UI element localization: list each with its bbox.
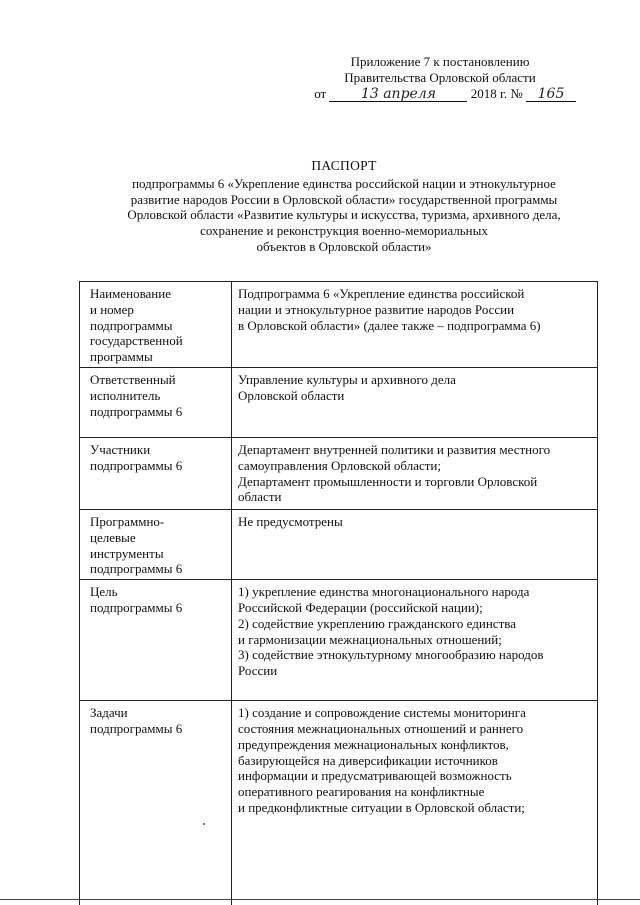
row-label-cell <box>80 701 232 905</box>
row-label-cell <box>80 282 232 368</box>
value-line: области <box>238 489 282 505</box>
row-value-cell <box>232 580 598 701</box>
title-line: Орловской области «Развитие культуры и искусства, туризма, архивного дела, <box>127 207 561 223</box>
appendix-date-line <box>290 86 590 102</box>
value-line: базирующейся на диверсификации источников <box>238 752 498 768</box>
row-value-cell <box>232 368 598 438</box>
passport-title-block <box>96 158 592 255</box>
handwritten-date: 13 апреля <box>360 86 436 102</box>
label-line: Наименование <box>90 286 171 301</box>
row-value-cell <box>232 438 598 510</box>
title-line: объектов в Орловской области» <box>256 238 432 254</box>
value-line: нации и этнокультурное развитие народов России <box>238 301 515 317</box>
value-line: 2) содействие укреплению гражданского единства <box>238 615 516 631</box>
table-row <box>80 510 598 580</box>
title-line: подпрограммы 6 «Укрепление единства российской нации и этнокультурное <box>132 175 556 191</box>
appendix-block <box>290 54 590 102</box>
label-line: Задачи <box>90 705 128 721</box>
handwritten-number: 165 <box>537 86 565 102</box>
value-line: Орловской области <box>238 387 345 403</box>
year-text: 2018 г. № <box>470 86 523 101</box>
passport-table <box>79 281 598 905</box>
label-line: целевые <box>90 529 136 545</box>
value-line: оперативного реагирования на конфликтные <box>238 784 485 800</box>
label-line: подпрограммы 6 <box>90 457 183 473</box>
value-line: России <box>238 663 278 679</box>
label-line: государственной <box>90 333 183 349</box>
value-line: Департамент промышленности и торговли Орловской <box>238 473 538 489</box>
value-line: самоуправления Орловской области; <box>238 457 441 473</box>
value-line: Подпрограмма 6 «Укрепление единства российской <box>238 286 525 301</box>
value-line: Российской Федерации (российской нации); <box>238 599 483 615</box>
number-field <box>526 87 576 102</box>
value-line: 1) создание и сопровождение системы мониторинга <box>238 705 526 721</box>
label-line: Программно- <box>90 514 165 529</box>
date-field <box>329 87 467 102</box>
page-bottom-edge <box>0 899 640 900</box>
value-line: Департамент внутренней политики и развития местного <box>238 442 551 457</box>
row-value-cell <box>232 701 598 905</box>
value-line: и гармонизации межнациональных отношений; <box>238 631 502 647</box>
label-line: подпрограммы 6 <box>90 720 183 736</box>
label-line: инструменты <box>90 545 164 561</box>
label-line: Цель <box>90 584 118 600</box>
label-line: Ответственный <box>90 372 176 387</box>
label-line: и номер <box>90 301 134 317</box>
row-label-cell <box>80 368 232 438</box>
table-row <box>80 580 598 701</box>
passport-heading: ПАСПОРТ <box>311 158 377 173</box>
table-row <box>80 701 598 905</box>
label-line: подпрограммы <box>90 317 173 333</box>
date-prefix: от <box>314 86 327 101</box>
table-row <box>80 368 598 438</box>
row-label-cell <box>80 510 232 580</box>
table-row <box>80 438 598 510</box>
label-line: подпрограммы 6 <box>90 403 183 419</box>
scan-speck <box>203 823 205 825</box>
appendix-line-1: Приложение 7 к постановлению <box>350 54 530 69</box>
row-value-cell <box>232 510 598 580</box>
label-line: исполнитель <box>90 387 161 403</box>
label-line: подпрограммы 6 <box>90 599 183 615</box>
label-line: Участники <box>90 442 151 457</box>
table-row <box>80 282 598 368</box>
value-line: 3) содействие этнокультурному многообразию народов <box>238 647 544 663</box>
appendix-line-2: Правительства Орловской области <box>344 70 536 85</box>
title-line: сохранение и реконструкция военно-мемориальных <box>200 223 488 239</box>
value-line: предупреждения межнациональных конфликтов, <box>238 736 509 752</box>
title-line: развитие народов России в Орловской области» государственной программы <box>130 191 558 207</box>
value-line: и предконфликтные ситуации в Орловской области; <box>238 799 525 815</box>
value-line: в Орловской области» (далее также – подпрограмма 6) <box>238 317 541 333</box>
value-line: Не предусмотрены <box>238 514 343 529</box>
value-line: информации и предусматривающей возможность <box>238 768 512 784</box>
value-line: Управление культуры и архивного дела <box>238 372 456 387</box>
row-value-cell <box>232 282 598 368</box>
row-label-cell <box>80 580 232 701</box>
label-line: программы <box>90 349 153 365</box>
label-line: подпрограммы 6 <box>90 561 183 577</box>
value-line: состояния межнациональных отношений и раннего <box>238 720 524 736</box>
value-line: 1) укрепление единства многонационального народа <box>238 584 530 600</box>
row-label-cell <box>80 438 232 510</box>
